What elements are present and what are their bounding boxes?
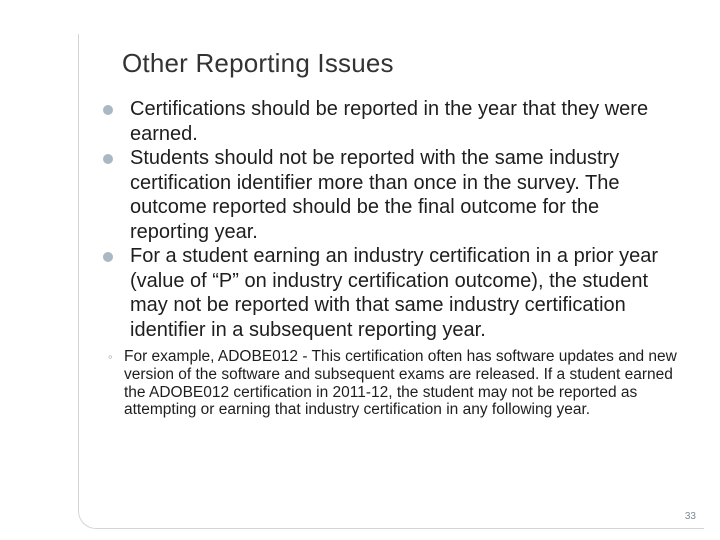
- sub-bullet-circle-icon: ◦: [108, 349, 113, 364]
- bullet-dot-icon: [103, 105, 113, 115]
- bullet-text: Certifications should be reported in the year that they were earned.: [130, 98, 649, 145]
- bullet-text: Students should not be reported with the same industry certification identifier more than once in the survey. The outcome reported should be the final outcome for the reporting year.: [130, 147, 620, 243]
- page-number: 33: [684, 511, 696, 522]
- bullet-text: For a student earning an industry certification in a prior year (value of “P” on industry certification outcome), the student may not be reported with that same industry certification identifier in a subsequent reporting year.: [130, 245, 659, 341]
- bullet-dot-icon: [103, 154, 113, 164]
- bullet-item: [103, 146, 678, 244]
- sub-bullet-text: For example, ADOBE012 - This certification often has software updates and new version of the software and subsequent exams are released. If a student earned the ADOBE012 certification in 2011-12, the student may not be reported as attempting or earning that industry certification in any following year.: [124, 348, 677, 419]
- sub-bullet-item: [108, 348, 678, 419]
- bullet-dot-icon: [103, 252, 113, 262]
- slide-title: Other Reporting Issues: [122, 48, 394, 78]
- left-margin-bar: [0, 0, 18, 540]
- bullet-item: [103, 97, 678, 146]
- sub-bullet-list: [108, 348, 678, 419]
- bullet-item: [103, 244, 678, 342]
- bullet-list: [103, 97, 678, 342]
